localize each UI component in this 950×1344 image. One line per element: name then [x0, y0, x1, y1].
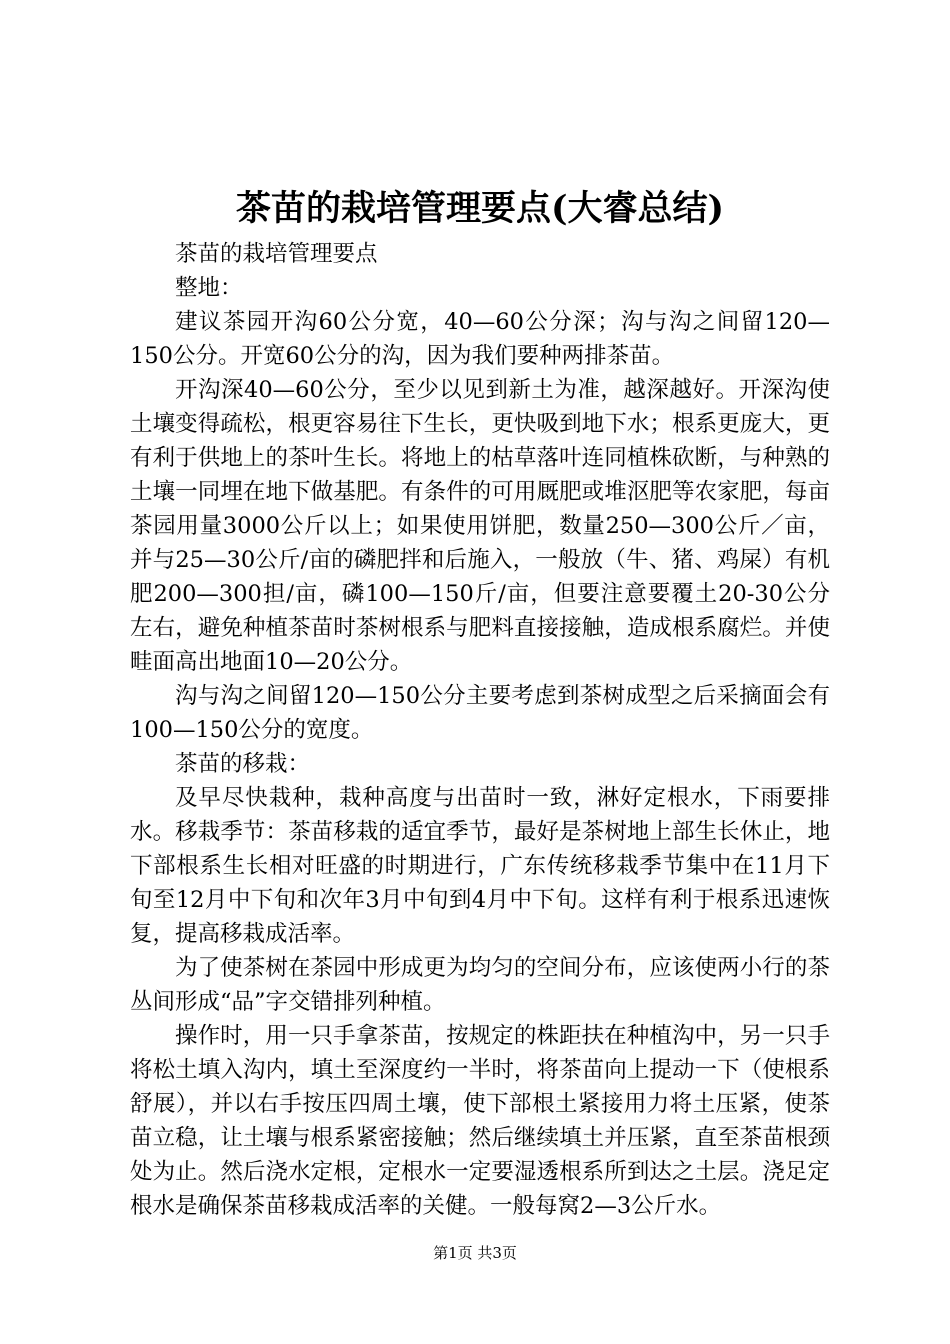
paragraph: 及早尽快栽种，栽种高度与出苗时一致，淋好定根水，下雨要排水。移栽季节：茶苗移栽的适宜季节，最好是茶树地上部生长休止，地下部根系生长相对旺盛的时期进行，广东传统移栽季节集中在11月下旬至12月中下旬和次年3月中旬到4月中下旬。这样有利于根系迅速恢复，提高移栽成活率。 — [130, 785, 830, 947]
document-title: 茶苗的栽培管理要点(大睿总结) — [235, 188, 725, 229]
paragraph-section-land: 整地： — [175, 275, 243, 301]
paragraph: 沟与沟之间留120—150公分主要考虑到茶树成型之后采摘面会有100—150公分的宽度。 — [130, 683, 830, 743]
paragraph: 开沟深40—60公分，至少以见到新土为准，越深越好。开深沟使土壤变得疏松，根更容易往下生长，更快吸到地下水；根系更庞大，更有利于供地上的茶叶生长。将地上的枯草落叶连同植株砍断，与种熟的土壤一同埋在地下做基肥。有条件的可用厩肥或堆沤肥等农家肥，每亩茶园用量3000公斤以上；如果使用饼肥，数量250—300公斤／亩，并与25—30公斤/亩的磷肥拌和后施入，一般放（牛、猪、鸡屎）有机肥200—300担/亩，磷100—150斤/亩，但要注意要覆土20-30公分左右，避免种植茶苗时茶树根系与肥料直接接触，造成根系腐烂。并使畦面高出地面10—20公分。 — [130, 377, 830, 675]
paragraph: 操作时，用一只手拿茶苗，按规定的株距扶在种植沟中，另一只手将松土填入沟内，填土至深度约一半时，将茶苗向上提动一下（使根系舒展），并以右手按压四周土壤，使下部根土紧接用力将土压紧，使茶苗立稳，让土壤与根系紧密接触；然后继续填土并压紧，直至茶苗根颈处为止。然后浇水定根，定根水一定要湿透根系所到达之土层。浇足定根水是确保茶苗移栽成活率的关健。一般每窝2—3公斤水。 — [130, 1023, 830, 1219]
paragraph-section-transplant: 茶苗的移栽： — [175, 751, 311, 777]
paragraph: 为了使茶树在茶园中形成更为均匀的空间分布，应该使两小行的茶丛间形成“品”字交错排列种植。 — [130, 955, 830, 1015]
paragraph-heading: 茶苗的栽培管理要点 — [175, 241, 378, 267]
page-footer: 第1页 共3页 — [433, 1244, 517, 1262]
paragraph: 建议茶园开沟60公分宽，40—60公分深；沟与沟之间留120—150公分。开宽60公分的沟，因为我们要种两排茶苗。 — [130, 309, 830, 369]
document-body — [130, 237, 830, 1223]
